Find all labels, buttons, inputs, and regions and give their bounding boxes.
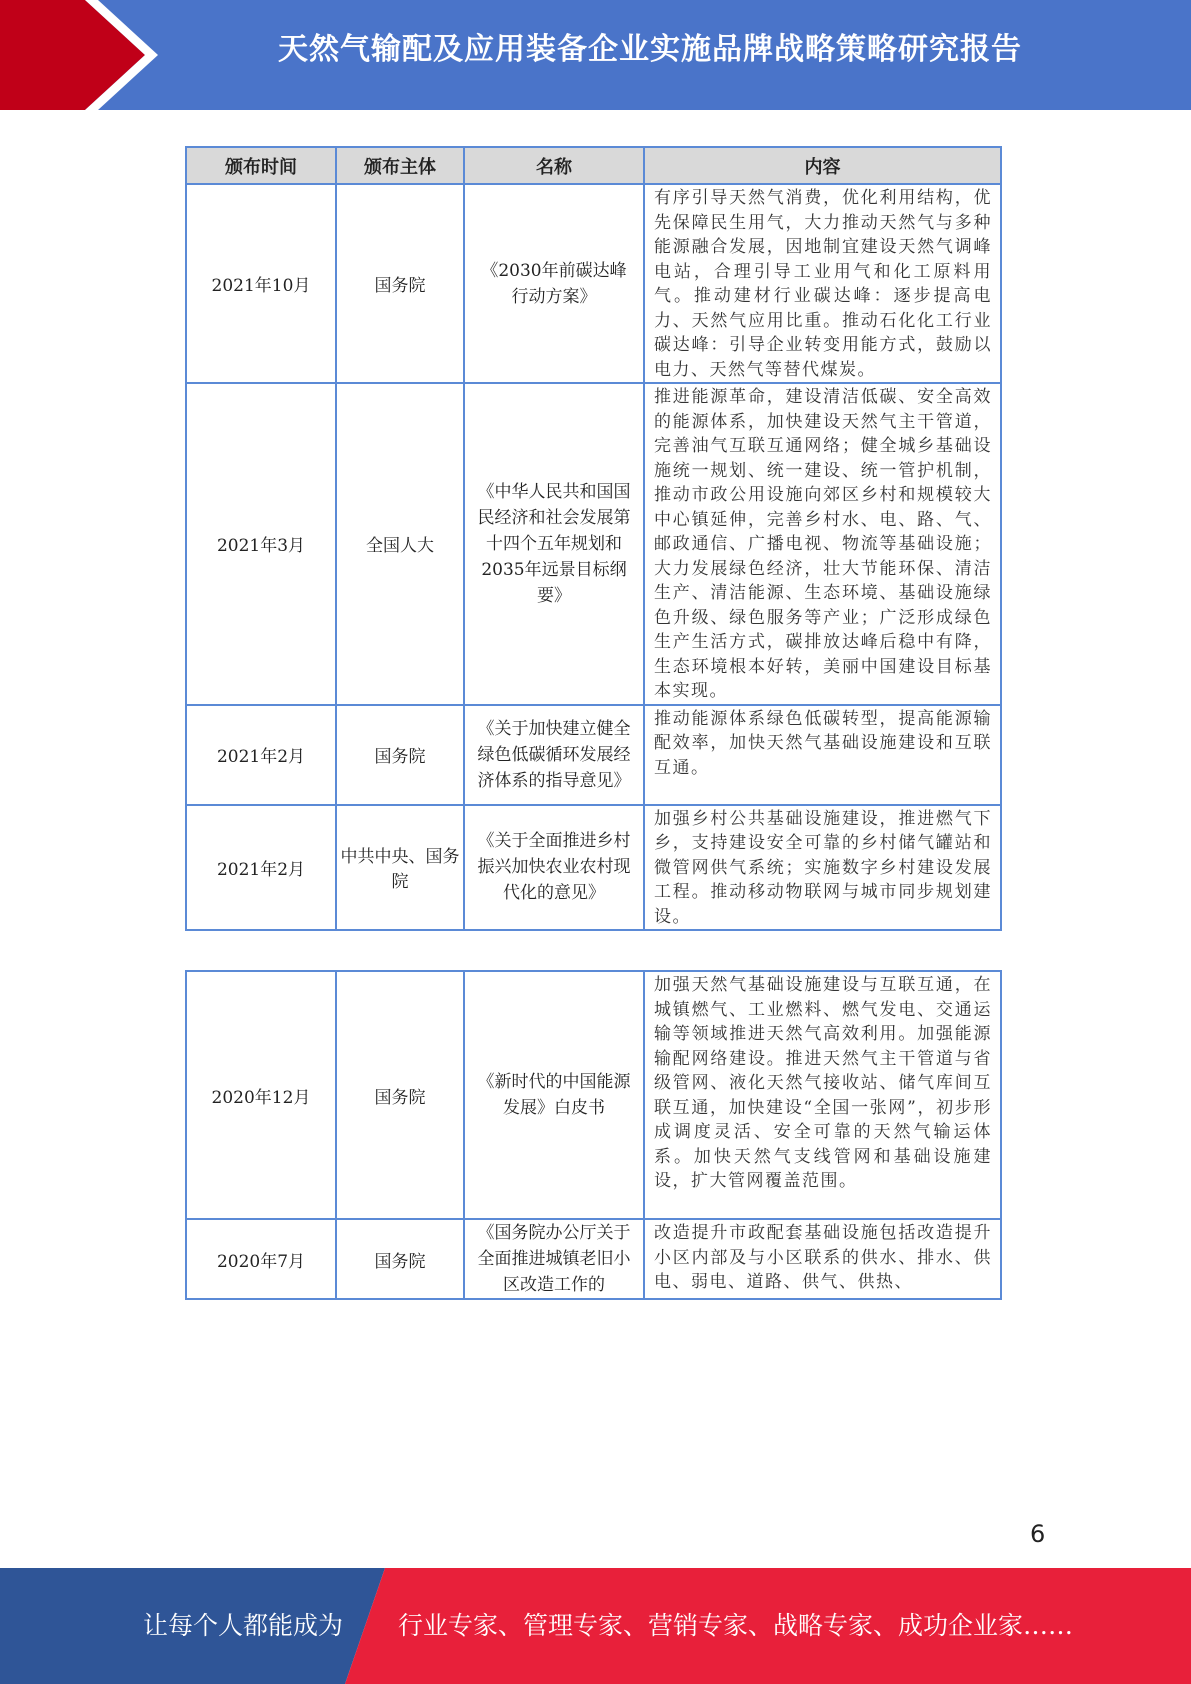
cell-name: 《国务院办公厅关于全面推进城镇老旧小区改造工作的 (464, 1219, 644, 1299)
cell-issuer: 全国人大 (336, 383, 464, 705)
table-row (186, 971, 1001, 1219)
page-number: 6 (1030, 1520, 1046, 1548)
cell-content: 推动能源体系绿色低碳转型，提高能源输配效率，加快天然气基础设施建设和互联互通。 (644, 705, 1001, 805)
cell-name: 《2030年前碳达峰行动方案》 (464, 184, 644, 383)
cell-name: 《关于全面推进乡村振兴加快农业农村现代化的意见》 (464, 805, 644, 931)
table-row (186, 705, 1001, 805)
table-row (186, 184, 1001, 383)
cell-issuer: 国务院 (336, 184, 464, 383)
cell-content: 改造提升市政配套基础设施包括改造提升小区内部及与小区联系的供水、排水、供电、弱电、道路、供气、供热、 (644, 1219, 1001, 1299)
cell-content: 加强乡村公共基础设施建设，推进燃气下乡，支持建设安全可靠的乡村储气罐站和微管网供气系统；实施数字乡村建设发展工程。推动移动物联网与城市同步规划建设。 (644, 805, 1001, 931)
cell-content: 加强天然气基础设施建设与互联互通，在城镇燃气、工业燃料、燃气发电、交通运输等领域推进天然气高效利用。加强能源输配网络建设。推进天然气主干管道与省级管网、液化天然气接收站、储气库间互联互通，加快建设“全国一张网”，初步形成调度灵活、安全可靠的天然气输运体系。加快天然气支线管网和基础设施建设，扩大管网覆盖范围。 (644, 971, 1001, 1219)
footer-slogan-right: 行业专家、管理专家、营销专家、战略专家、成功企业家…… (398, 1611, 1074, 1640)
cell-name: 《中华人民共和国国民经济和社会发展第十四个五年规划和2035年远景目标纲要》 (464, 383, 644, 705)
table-header-row (186, 147, 1001, 184)
table-row (186, 383, 1001, 705)
cell-date: 2021年2月 (186, 805, 336, 931)
cell-name: 《新时代的中国能源发展》白皮书 (464, 971, 644, 1219)
table-row (186, 805, 1001, 931)
cell-issuer: 国务院 (336, 1219, 464, 1299)
cell-issuer: 国务院 (336, 705, 464, 805)
header-issuer: 颁布主体 (336, 147, 464, 184)
report-title: 天然气输配及应用装备企业实施品牌战略策略研究报告 (278, 32, 1022, 67)
policy-table-part-1 (185, 146, 1002, 931)
header-name: 名称 (464, 147, 644, 184)
cell-date: 2020年12月 (186, 971, 336, 1219)
table-row (186, 1219, 1001, 1299)
cell-content: 推进能源革命，建设清洁低碳、安全高效的能源体系，加快建设天然气主干管道，完善油气互联互通网络；健全城乡基础设施统一规划、统一建设、统一管护机制，推动市政公用设施向郊区乡村和规模较大中心镇延伸，完善乡村水、电、路、气、邮政通信、广播电视、物流等基础设施；大力发展绿色经济，壮大节能环保、清洁生产、清洁能源、生态环境、基础设施绿色升级、绿色服务等产业；广泛形成绿色生产生活方式，碳排放达峰后稳中有降，生态环境根本好转，美丽中国建设目标基本实现。 (644, 383, 1001, 705)
policy-table-part-2 (185, 970, 1002, 1300)
cell-date: 2021年3月 (186, 383, 336, 705)
cell-content: 有序引导天然气消费，优化利用结构，优先保障民生用气，大力推动天然气与多种能源融合发展，因地制宜建设天然气调峰电站，合理引导工业用气和化工原料用气。推动建材行业碳达峰：逐步提高电力、天然气应用比重。推动石化化工行业碳达峰：引导企业转变用能方式，鼓励以电力、天然气等替代煤炭。 (644, 184, 1001, 383)
page-footer (0, 1568, 1191, 1684)
cell-date: 2021年2月 (186, 705, 336, 805)
header-arrow-decoration (0, 0, 170, 110)
cell-date: 2021年10月 (186, 184, 336, 383)
page-header (0, 0, 1191, 110)
red-arrow-shape (0, 0, 145, 110)
cell-name: 《关于加快建立健全绿色低碳循环发展经济体系的指导意见》 (464, 705, 644, 805)
cell-issuer: 国务院 (336, 971, 464, 1219)
cell-issuer: 中共中央、国务院 (336, 805, 464, 931)
cell-date: 2020年7月 (186, 1219, 336, 1299)
header-date: 颁布时间 (186, 147, 336, 184)
footer-slogan-left: 让每个人都能成为 (143, 1611, 344, 1640)
header-content: 内容 (644, 147, 1001, 184)
